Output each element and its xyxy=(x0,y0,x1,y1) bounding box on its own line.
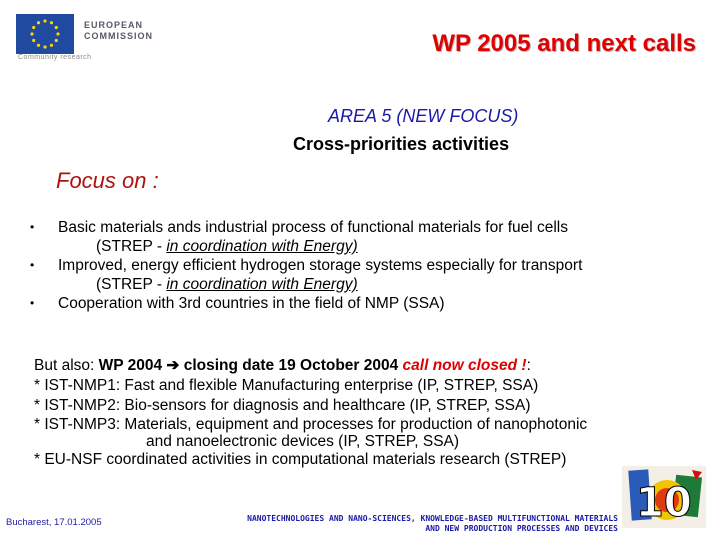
bullet-icon: • xyxy=(30,258,35,272)
also-tail: : xyxy=(526,357,531,374)
slide-title: WP 2005 and next calls xyxy=(432,30,696,57)
also-section xyxy=(34,356,714,470)
also-item: * IST-NMP1: Fast and flexible Manufacturing enterprise (IP, STREP, SSA) xyxy=(34,377,539,394)
area-prefix: AREA 5 ( xyxy=(328,106,403,126)
bullet-text: Improved, energy efficient hydrogen storage systems especially for transport xyxy=(58,257,583,274)
badge-text: 10 xyxy=(636,480,692,526)
arrow-icon: ➔ xyxy=(166,357,180,374)
eu-flag-icon xyxy=(16,14,74,54)
also-item-continuation: and nanoelectronic devices (IP, STREP, SSA) xyxy=(146,433,460,450)
also-item: * IST-NMP3: Materials, equipment and processes for production of nanophotonic xyxy=(34,416,588,433)
logo-line-1: EUROPEAN xyxy=(84,20,144,30)
bullet-subline-underline: in coordination with Energy) xyxy=(166,276,358,293)
bullet-text: Cooperation with 3rd countries in the field of NMP (SSA) xyxy=(58,295,445,312)
bullet-item xyxy=(30,218,710,256)
bullet-subline-prefix: (STREP - xyxy=(96,238,167,255)
area-highlight: NEW FOCUS xyxy=(402,106,513,126)
also-lead: But also: xyxy=(34,357,99,374)
also-wp: WP 2004 xyxy=(98,357,167,374)
focus-label: Focus on : xyxy=(56,168,159,193)
logo-line-2: COMMISSION xyxy=(84,31,154,41)
also-heading xyxy=(34,356,714,376)
area-subtitle: Cross-priorities activities xyxy=(293,134,510,154)
bullet-subline xyxy=(58,237,710,256)
ten-years-badge-icon xyxy=(622,466,706,528)
also-closed: call now closed ! xyxy=(402,357,527,374)
bullet-subline-underline: in coordination with Energy) xyxy=(166,238,358,255)
footer-theme-line-2: AND NEW PRODUCTION PROCESSES AND DEVICES xyxy=(425,524,618,533)
bullet-subline xyxy=(58,275,710,294)
footer-theme-line-1: NANOTECHNOLOGIES AND NANO-SCIENCES, KNOWLEDGE-BASED MULTIFUNCTIONAL MATERIALS xyxy=(247,514,618,523)
also-item: * IST-NMP2: Bio-sensors for diagnosis and healthcare (IP, STREP, SSA) xyxy=(34,397,531,414)
bullet-item xyxy=(30,294,710,313)
area-suffix: ) xyxy=(512,106,519,126)
bullet-list xyxy=(30,218,710,313)
bullet-item xyxy=(30,256,710,294)
area-heading xyxy=(328,106,518,127)
footer-theme xyxy=(118,514,618,534)
also-item: * EU-NSF coordinated activities in computational materials research (STREP) xyxy=(34,451,567,468)
bullet-icon: • xyxy=(30,220,35,234)
bullet-icon: • xyxy=(30,296,35,310)
also-closing: closing date 19 October 2004 xyxy=(179,357,403,374)
bullet-subline-prefix: (STREP - xyxy=(96,276,167,293)
bullet-text: Basic materials ands industrial process of functional materials for fuel cells xyxy=(58,219,569,236)
footer-location-date: Bucharest, 17.01.2005 xyxy=(6,517,102,528)
logo-text xyxy=(84,20,153,42)
logo-subtitle: Community research xyxy=(18,54,92,61)
